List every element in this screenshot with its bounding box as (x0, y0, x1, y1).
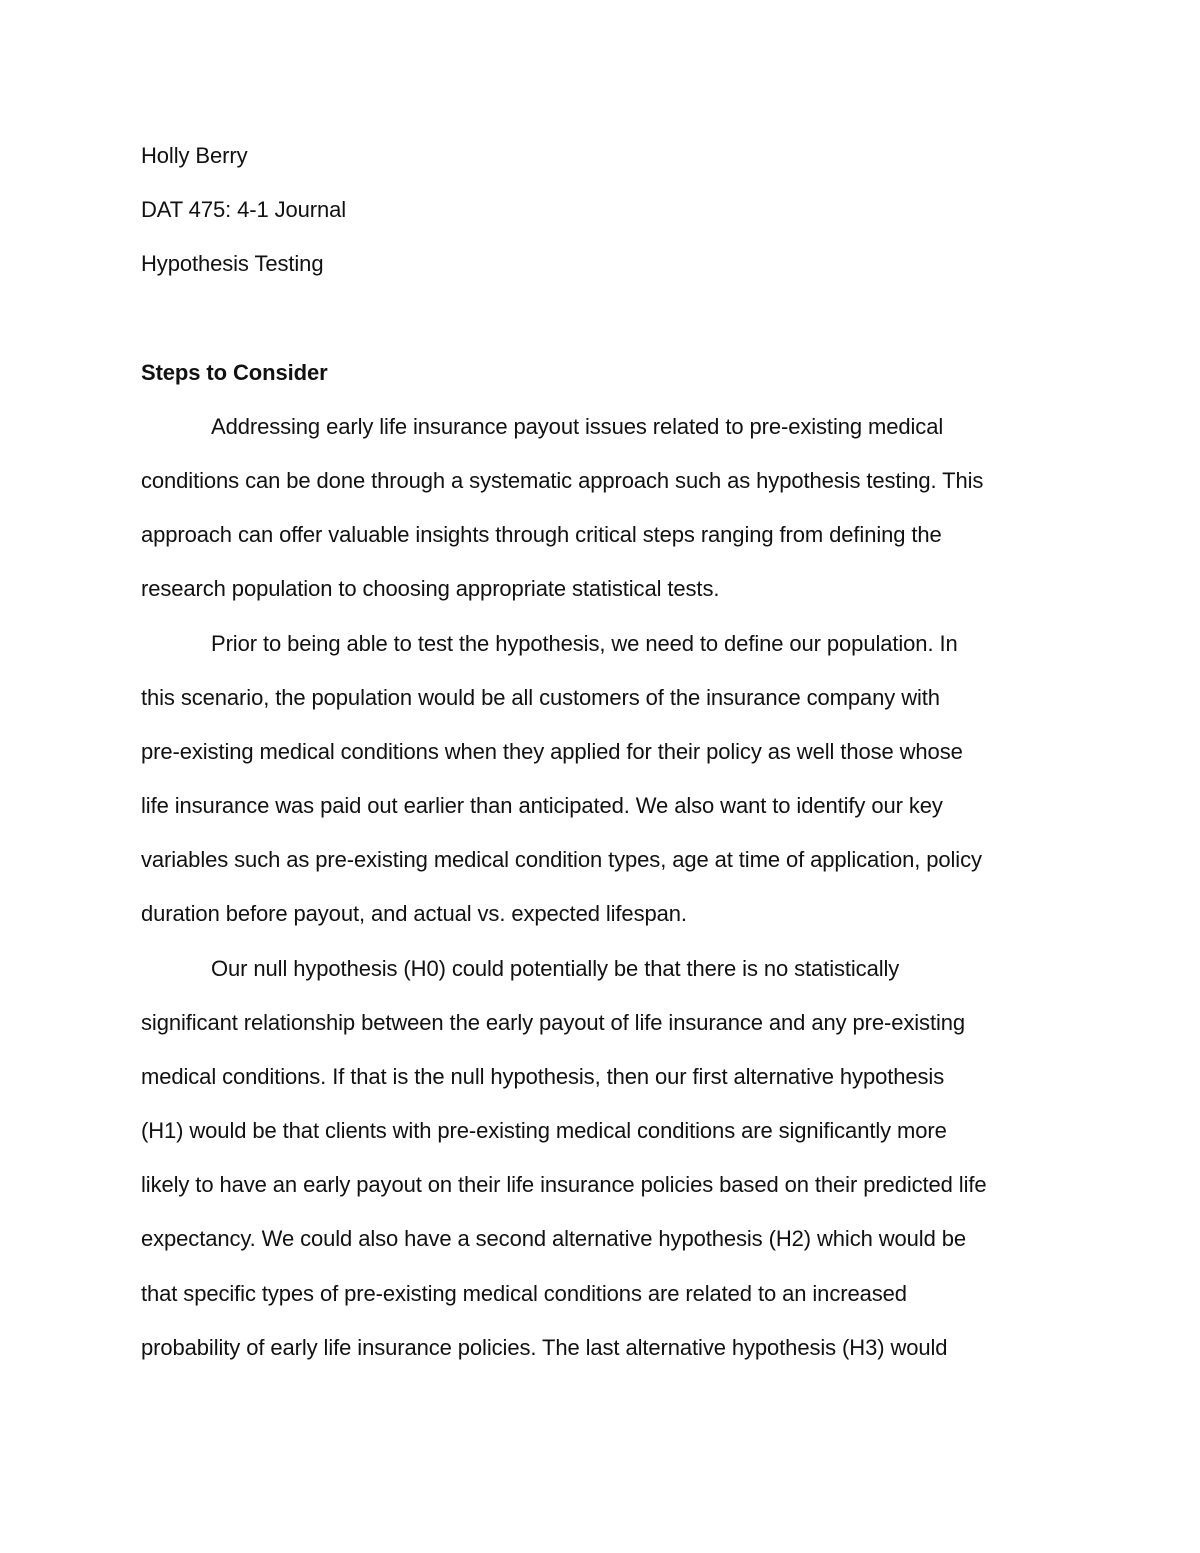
body-line: pre-existing medical conditions when they applied for their policy as well those whose (141, 739, 963, 764)
body-line: life insurance was paid out earlier than anticipated. We also want to identify our key (141, 793, 943, 818)
body-line: Addressing early life insurance payout issues related to pre-existing medical (211, 414, 944, 439)
body-line: probability of early life insurance policies. The last alternative hypothesis (H3) would (141, 1335, 948, 1360)
body-line: that specific types of pre-existing medical conditions are related to an increased (141, 1281, 907, 1306)
body-line: this scenario, the population would be all customers of the insurance company with (141, 685, 940, 710)
body-line: likely to have an early payout on their life insurance policies based on their predicted life (141, 1172, 987, 1197)
body-line: research population to choosing appropriate statistical tests. (141, 576, 720, 601)
author-name: Holly Berry (141, 143, 248, 168)
body-line: (H1) would be that clients with pre-existing medical conditions are significantly more (141, 1118, 947, 1143)
document-title: Hypothesis Testing (141, 251, 324, 276)
section-heading: Steps to Consider (141, 360, 328, 385)
body-line: duration before payout, and actual vs. expected lifespan. (141, 901, 687, 926)
body-line: significant relationship between the early payout of life insurance and any pre-existing (141, 1010, 966, 1035)
body-line: approach can offer valuable insights through critical steps ranging from defining the (141, 522, 942, 547)
body-line: expectancy. We could also have a second alternative hypothesis (H2) which would be (141, 1226, 967, 1251)
body-line: Prior to being able to test the hypothesis, we need to define our population. In (211, 631, 958, 656)
body-line: conditions can be done through a systematic approach such as hypothesis testing. This (141, 468, 984, 493)
body-line: variables such as pre-existing medical condition types, age at time of application, policy (141, 847, 982, 872)
body-line: medical conditions. If that is the null hypothesis, then our first alternative hypothesis (141, 1064, 945, 1089)
course-title: DAT 475: 4-1 Journal (141, 197, 347, 222)
body-line: Our null hypothesis (H0) could potentially be that there is no statistically (211, 956, 900, 981)
